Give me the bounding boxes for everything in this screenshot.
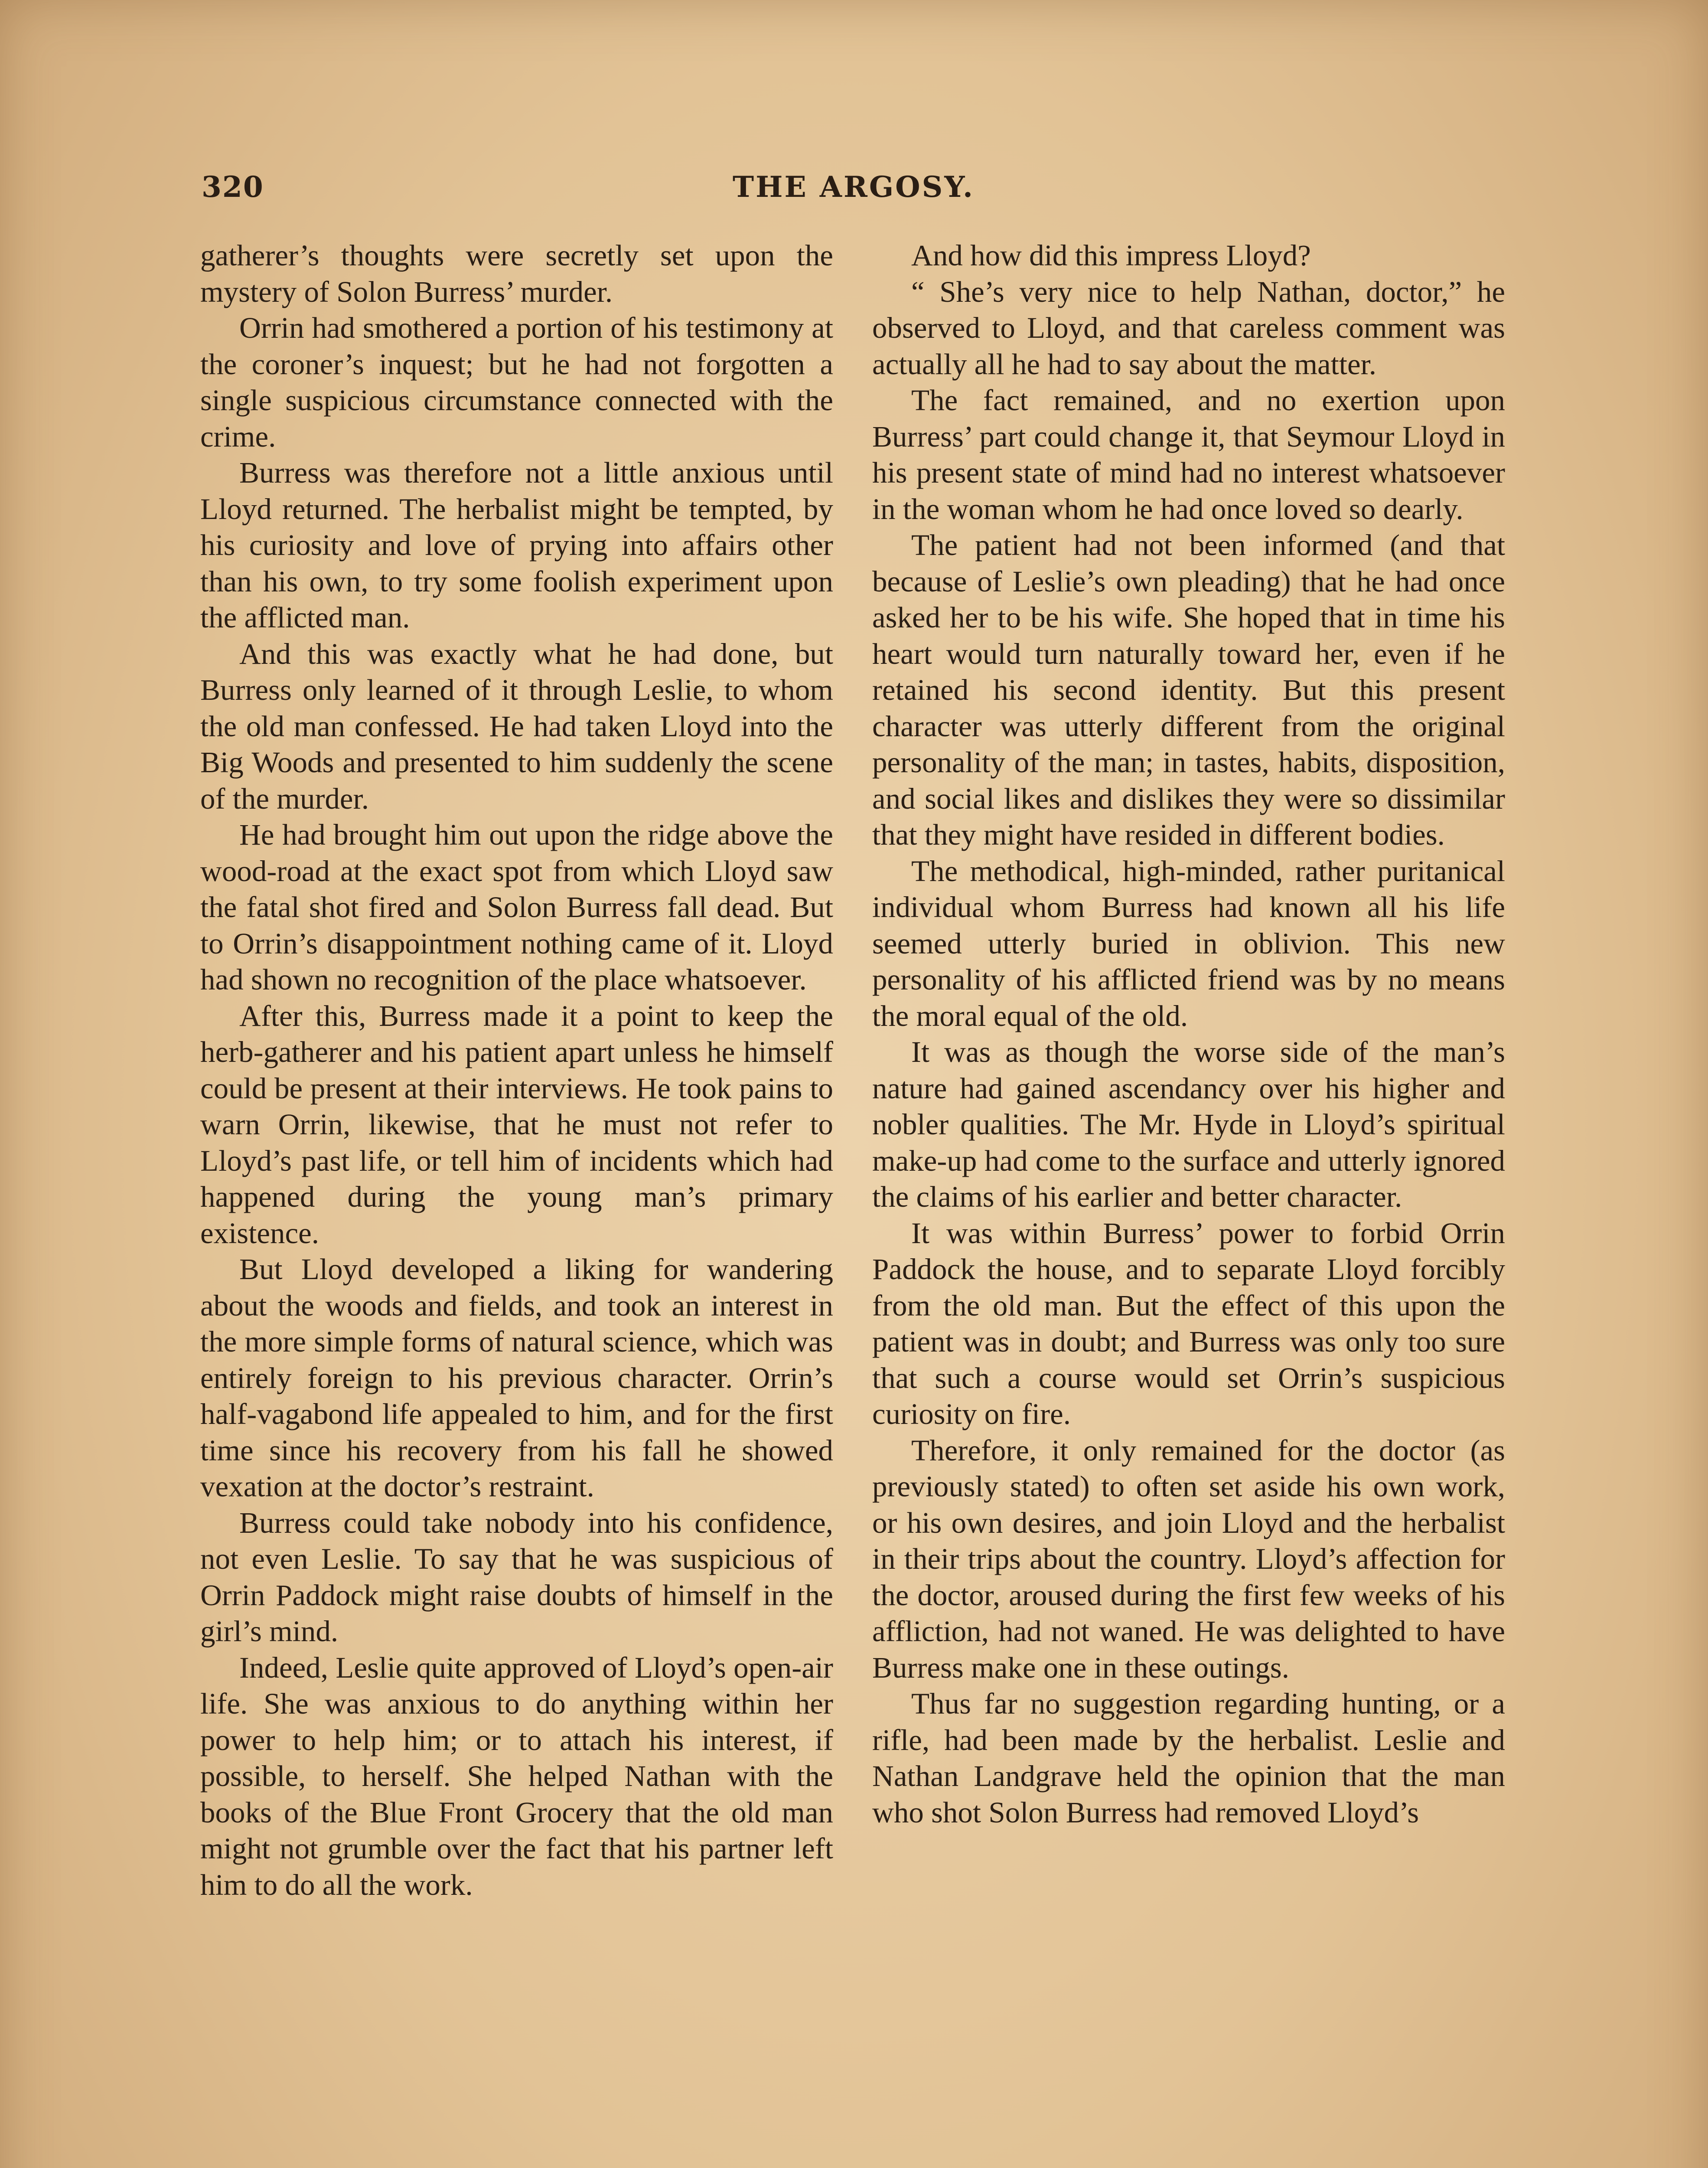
paragraph: The patient had not been informed (and that because of Leslie’s own pleading) that he had once asked her to be his wife. She hoped that in time his heart would turn naturally toward her, even if he retained his second identity. But this present character was utterly different from the original personality of the man; in tastes, habits, disposition, and social likes and dislikes they were so dissimilar that they might have resided in different bodies.	[872, 529, 1505, 851]
page-number: 320	[202, 170, 264, 204]
running-head-title: THE ARGOSY.	[733, 170, 975, 204]
paragraph: Burress was therefore not a little anxious until Lloyd returned. The herbalist might be tempted, by his curiosity and love of prying into affairs other than his own, to try some foolish experiment upon the afflicted man.	[200, 456, 833, 634]
paragraph: And this was exactly what he had done, but Burress only learned of it through Leslie, to whom the old man confessed. He had taken Lloyd into the Big Woods and presented to him suddenly the scene of the murder.	[200, 637, 833, 815]
paragraph: Orrin had smothered a portion of his testimony at the coroner’s inquest; but he had not forgotten a single suspicious circumstance connected with the crime.	[200, 311, 833, 453]
left-column	[200, 238, 833, 1903]
paragraph: After this, Burress made it a point to keep the herb-gatherer and his patient apart unless he himself could be present at their interviews. He took pains to warn Orrin, likewise, that he must not refer to Lloyd’s past life, or tell him of incidents which had happened during the young man’s primary existence.	[200, 999, 833, 1250]
paragraph: And how did this impress Lloyd?	[911, 239, 1311, 272]
paragraph: It was within Burress’ power to forbid Orrin Paddock the house, and to separate Lloyd forcibly from the old man. But the effect of this upon the patient was in doubt; and Burress was only too sure that such a course would set Orrin’s suspicious curiosity on fire.	[872, 1216, 1505, 1430]
paragraph: The fact remained, and no exertion upon Burress’ part could change it, that Seymour Lloyd in his present state of mind had no interest whatsoever in the woman whom he had once loved so dearly.	[872, 384, 1505, 526]
paragraph: Burress could take nobody into his confidence, not even Leslie. To say that he was suspicious of Orrin Paddock might raise doubts of himself in the girl’s mind.	[200, 1506, 833, 1648]
paragraph: “ She’s very nice to help Nathan, doctor,” he observed to Lloyd, and that careless comment was actually all he had to say about the matter.	[872, 275, 1505, 381]
paragraph: It was as though the worse side of the man’s nature had gained ascendancy over his higher and nobler qualities. The Mr. Hyde in Lloyd’s spiritual make-up had come to the surface and utterly ignored the claims of his earlier and better character.	[872, 1035, 1505, 1213]
paragraph: Indeed, Leslie quite approved of Lloyd’s open-air life. She was anxious to do anything within her power to help him; or to attach his interest, if possible, to herself. She helped Nathan with the books of the Blue Front Grocery that the old man might not grumble over the fact that his partner left him to do all the work.	[200, 1651, 833, 1901]
paragraph: Therefore, it only remained for the doctor (as previously stated) to often set aside his own work, or his own desires, and join Lloyd and the herbalist in their trips about the country. Lloyd’s affection for the doctor, aroused during the first few weeks of his affliction, had not waned. He was delighted to have Burress make one in these outings.	[872, 1433, 1505, 1684]
right-column	[872, 238, 1505, 1831]
paragraph: Thus far no suggestion regarding hunting, or a rifle, had been made by the herbalist. Leslie and Nathan Landgrave held the opinion that the man who shot Solon Burress had removed Lloyd’s	[872, 1687, 1505, 1829]
paragraph: He had brought him out upon the ridge above the wood-road at the exact spot from which Lloyd saw the fatal shot fired and Solon Burress fall dead. But to Orrin’s disappointment nothing came of it. Lloyd had shown no recognition of the place whatsoever.	[200, 818, 833, 996]
paragraph: gatherer’s thoughts were secretly set upon the mystery of Solon Burress’ murder.	[200, 239, 833, 308]
paragraph: The methodical, high-minded, rather puritanical individual whom Burress had known all his life seemed utterly buried in oblivion. This new personality of his afflicted friend was by no means the moral equal of the old.	[872, 854, 1505, 1032]
paragraph: But Lloyd developed a liking for wandering about the woods and fields, and took an interest in the more simple forms of natural science, which was entirely foreign to his previous character. Orrin’s half-vagabond life appealed to him, and for the first time since his recovery from his fall he showed vexation at the doctor’s restraint.	[200, 1253, 833, 1503]
